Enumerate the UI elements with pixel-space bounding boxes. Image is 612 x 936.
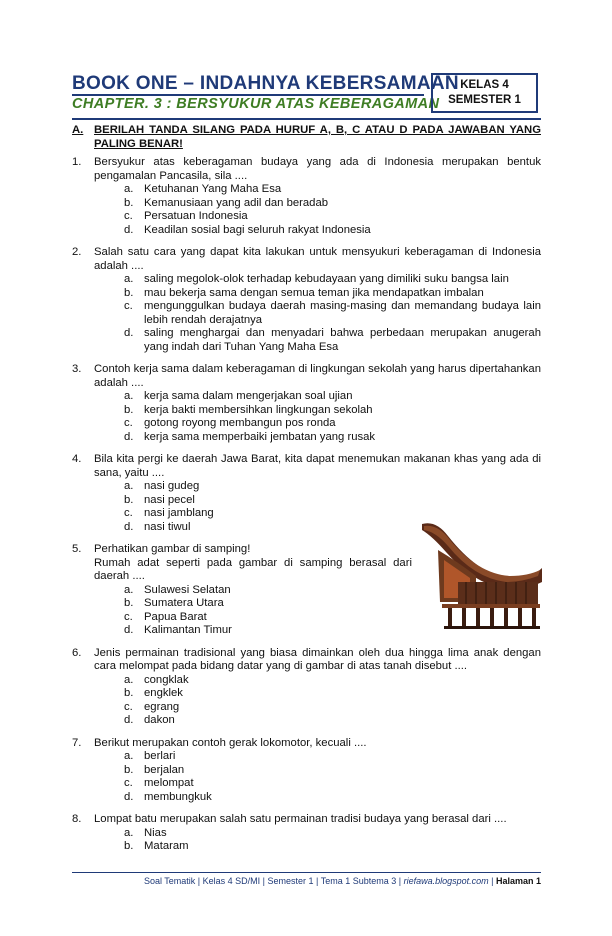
section-label: A.: [72, 124, 84, 136]
header-separator: [72, 118, 541, 120]
option-text: saling megolok-olok terhadap kebudayaan yang dimiliki suku bangsa lain: [144, 273, 509, 285]
option-letter: d.: [124, 714, 134, 726]
question-text-line: Perhatikan gambar di samping!: [94, 543, 251, 555]
footer-separator: |: [488, 876, 496, 886]
answer-option[interactable]: [124, 714, 541, 728]
option-letter: c.: [124, 777, 133, 789]
footer-blog-link[interactable]: riefawa.blogspot.com: [403, 876, 489, 886]
answer-option[interactable]: [124, 183, 541, 197]
option-text: Sumatera Utara: [144, 597, 224, 609]
semester-label: SEMESTER 1: [448, 94, 521, 106]
question-item: [72, 363, 541, 444]
question-text: [94, 453, 541, 480]
option-text: Keadilan sosial bagi seluruh rakyat Indonesia: [144, 223, 371, 236]
option-letter: b.: [124, 597, 134, 609]
section-text: BERILAH TANDA SILANG PADA HURUF A, B, C ATAU D PADA JAWABAN YANG PALING BENAR!: [94, 124, 541, 150]
question-text: [94, 156, 541, 183]
question-text: [94, 246, 541, 273]
option-letter: a.: [124, 480, 134, 492]
option-text: Ketuhanan Yang Maha Esa: [144, 183, 282, 195]
question-list: [72, 156, 541, 854]
question-row: [72, 246, 541, 273]
answer-options: [124, 674, 541, 728]
question-number: 1.: [72, 156, 82, 168]
answer-options: [124, 750, 541, 804]
answer-option[interactable]: [124, 417, 541, 431]
question-item: [72, 737, 541, 805]
question-item: [72, 246, 541, 354]
question-row: [72, 156, 541, 183]
option-letter: c.: [124, 700, 133, 713]
answer-option[interactable]: [124, 494, 541, 508]
option-letter: b.: [124, 840, 134, 852]
question-number: 6.: [72, 646, 82, 659]
answer-option[interactable]: [124, 390, 541, 404]
answer-option[interactable]: [124, 777, 541, 791]
option-letter: a.: [124, 183, 134, 195]
answer-option[interactable]: [124, 750, 541, 764]
option-letter: a.: [124, 673, 134, 686]
option-text: nasi tiwul: [144, 520, 191, 533]
option-letter: a.: [124, 273, 134, 285]
answer-option[interactable]: [124, 224, 541, 238]
option-text: Mataram: [144, 840, 189, 852]
option-text: egrang: [144, 700, 180, 713]
question-row: [72, 813, 541, 827]
answer-option[interactable]: [124, 300, 541, 327]
question-number: 7.: [72, 736, 82, 749]
option-text: Persatuan Indonesia: [144, 210, 248, 222]
answer-option[interactable]: [124, 827, 541, 841]
class-badge: [431, 73, 538, 113]
question-row: [72, 647, 541, 674]
footer-info: Soal Tematik | Kelas 4 SD/MI | Semester 1 | Tema 1 Subtema 3 |: [143, 876, 404, 886]
option-text: congklak: [144, 673, 189, 686]
question-row: [72, 737, 541, 751]
question-item: [72, 813, 541, 854]
answer-option[interactable]: [124, 764, 541, 778]
option-letter: d.: [124, 430, 134, 443]
question-item: [72, 156, 541, 237]
option-letter: c.: [124, 507, 133, 519]
option-letter: b.: [124, 493, 134, 506]
answer-option[interactable]: [124, 687, 541, 701]
footer-line: [72, 872, 541, 873]
question-text: [94, 813, 541, 827]
option-letter: c.: [124, 210, 133, 222]
question-item: [72, 647, 541, 728]
option-letter: a.: [124, 826, 134, 839]
question-row: [72, 363, 541, 390]
option-letter: b.: [124, 763, 134, 776]
option-text: saling menghargai dan menyadari bahwa perbedaan merupakan anugerah yang indah dari Tuhan Yang Maha Esa: [144, 327, 541, 353]
question-text-line: Rumah adat seperti pada gambar di samping berasal dari daerah ....: [94, 556, 412, 582]
question-text-line: Lompat batu merupakan salah satu permainan tradisi budaya yang berasal dari ....: [94, 813, 507, 825]
option-letter: c.: [124, 610, 133, 623]
option-text: engklek: [144, 687, 183, 699]
option-text: kerja bakti membersihkan lingkungan sekolah: [144, 403, 373, 416]
option-letter: d.: [124, 624, 134, 636]
traditional-house-image: [418, 516, 546, 634]
book-title: BOOK ONE – INDAHNYA KEBERSAMAAN: [72, 73, 459, 94]
option-letter: b.: [124, 196, 134, 209]
chapter-title: CHAPTER. 3 : BERSYUKUR ATAS KEBERAGAMAN: [72, 96, 440, 112]
option-text: mengunggulkan budaya daerah masing-masing dan memandang budaya lain lebih rendah derajatnya: [144, 300, 541, 326]
answer-option[interactable]: [124, 327, 541, 354]
question-text-line: Salah satu cara yang dapat kita lakukan untuk mensyukuri keberagaman di Indonesia adalah ....: [94, 246, 541, 272]
answer-option[interactable]: [124, 480, 541, 494]
question-row: [72, 453, 541, 480]
section-instruction: [72, 124, 541, 151]
question-number: 8.: [72, 813, 82, 825]
option-text: berjalan: [144, 763, 185, 776]
answer-options: [124, 390, 541, 444]
option-text: Kalimantan Timur: [144, 624, 232, 636]
option-text: Nias: [144, 826, 167, 839]
answer-option[interactable]: [124, 840, 541, 854]
question-text-line: Berikut merupakan contoh gerak lokomotor, kecuali ....: [94, 736, 367, 749]
option-letter: c.: [124, 300, 133, 312]
answer-option[interactable]: [124, 404, 541, 418]
answer-option[interactable]: [124, 674, 541, 688]
answer-option[interactable]: [124, 273, 541, 287]
answer-option[interactable]: [124, 431, 541, 445]
question-number: 2.: [72, 246, 82, 258]
question-text-line: Contoh kerja sama dalam keberagaman di lingkungan sekolah yang harus dipertahankan adalah ....: [94, 363, 541, 389]
kelas-label: KELAS 4: [460, 79, 509, 91]
answer-option[interactable]: [124, 701, 541, 715]
question-number: 4.: [72, 453, 82, 465]
option-letter: a.: [124, 750, 134, 762]
question-text-line: Bila kita pergi ke daerah Jawa Barat, kita dapat menemukan makanan khas yang ada di sana, yaitu ....: [94, 453, 541, 479]
answer-option[interactable]: [124, 210, 541, 224]
option-text: membungkuk: [144, 790, 212, 803]
option-letter: d.: [124, 790, 134, 803]
option-text: nasi jamblang: [144, 507, 214, 519]
page-number: Halaman 1: [495, 876, 541, 886]
question-text-line: Jenis permainan tradisional yang biasa dimainkan oleh dua hingga lima anak dengan cara melompat pada bidang datar yang di gambar di atas tanah disebut ....: [94, 646, 541, 672]
option-text: kerja sama dalam mengerjakan soal ujian: [144, 390, 353, 402]
question-number: 5.: [72, 543, 82, 555]
option-text: nasi pecel: [144, 493, 195, 506]
question-text: [94, 737, 541, 751]
option-text: berlari: [144, 750, 176, 762]
option-letter: d.: [124, 327, 134, 339]
option-text: kerja sama memperbaiki jembatan yang rusak: [144, 430, 376, 443]
question-text: [94, 647, 541, 674]
option-text: Sulawesi Selatan: [144, 583, 231, 596]
option-letter: d.: [124, 223, 134, 236]
option-letter: b.: [124, 687, 134, 699]
answer-option[interactable]: [124, 791, 541, 805]
option-text: gotong royong membangun pos ronda: [144, 417, 336, 429]
answer-options: [124, 827, 541, 854]
question-text: [94, 543, 412, 584]
question-content: [72, 124, 541, 863]
option-text: Kemanusiaan yang adil dan beradab: [144, 196, 329, 209]
option-text: dakon: [144, 714, 175, 726]
answer-option[interactable]: [124, 197, 541, 211]
option-letter: b.: [124, 403, 134, 416]
answer-options: [124, 273, 541, 354]
option-letter: a.: [124, 390, 134, 402]
answer-options: [124, 183, 541, 237]
question-text-line: Bersyukur atas keberagaman budaya yang ada di Indonesia merupakan bentuk pengamalan Pancasila, sila ....: [94, 156, 541, 182]
option-letter: c.: [124, 417, 133, 429]
option-letter: d.: [124, 520, 134, 533]
page-footer: [72, 876, 541, 886]
question-number: 3.: [72, 363, 82, 375]
option-text: mau bekerja sama dengan semua teman jika mendapatkan imbalan: [144, 286, 484, 299]
option-text: melompat: [144, 777, 194, 789]
question-text: [94, 363, 541, 390]
option-text: nasi gudeg: [144, 480, 200, 492]
option-letter: a.: [124, 583, 134, 596]
option-letter: b.: [124, 286, 134, 299]
option-text: Papua Barat: [144, 610, 207, 623]
answer-option[interactable]: [124, 287, 541, 301]
